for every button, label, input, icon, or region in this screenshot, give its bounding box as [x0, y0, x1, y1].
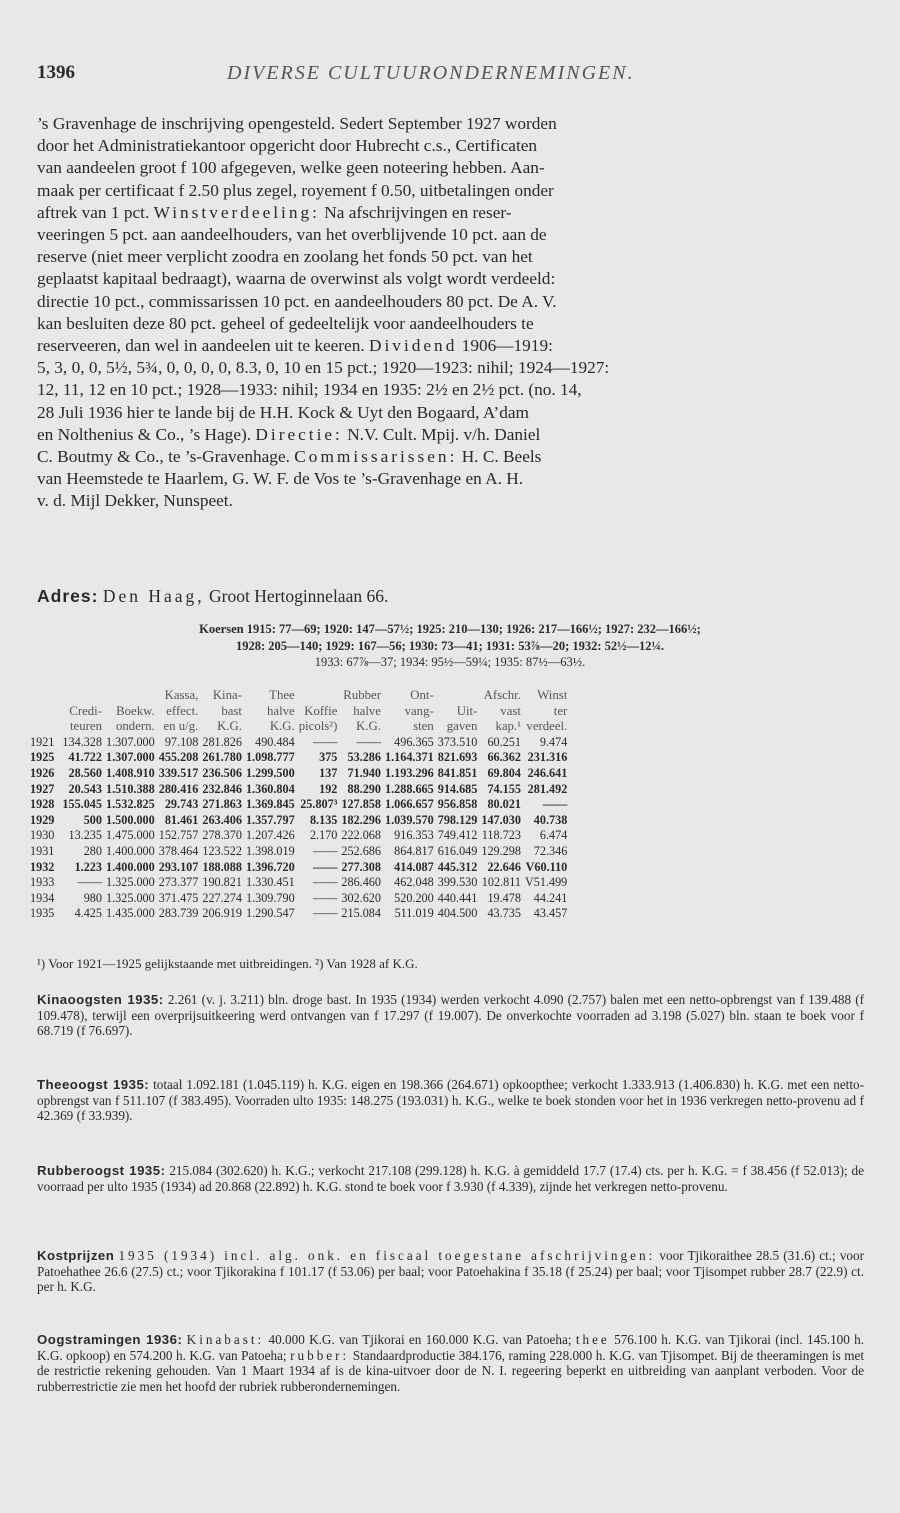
table-cell: 445.312 [437, 859, 478, 874]
koersen-line: 1933: 67⅞—37; 1934: 95½—59¼; 1935: 87½—63½. [314, 655, 586, 669]
table-cell: 22.646 [487, 859, 521, 874]
table-cell: 1.408.910 [105, 765, 155, 780]
text-span: H. C. Beels [461, 447, 542, 467]
table-row [28, 860, 569, 876]
column-header: effect. [166, 703, 199, 718]
year-cell: 1929 [30, 812, 55, 827]
table-cell: 1.288.665 [384, 781, 434, 796]
kostprijzen-spaced: 1935 (1934) incl. alg. onk. en fiscaal toegestane afschrijvingen: [118, 1248, 656, 1263]
table-cell: 155.045 [62, 797, 102, 812]
dividend-label: Dividend [369, 336, 458, 356]
column-header: K.G. [269, 719, 295, 734]
theeoogst-paragraph [37, 1077, 864, 1124]
table-cell: 280 [83, 843, 102, 858]
table-cell: 1.475.000 [105, 828, 155, 843]
text-span: Na afschrijvingen en reser- [324, 202, 512, 222]
table-cell: 1.193.296 [384, 765, 434, 780]
table-cell: 1.398.019 [245, 843, 295, 858]
table-cell: 280.416 [158, 781, 199, 796]
table-cell: 72.346 [533, 843, 568, 858]
table-cell: 188.088 [202, 859, 242, 874]
table-cell: 147.030 [481, 812, 521, 827]
table-cell: 28.560 [68, 765, 102, 780]
rubberoogst-label: Rubberoogst 1935: [37, 1163, 166, 1178]
table-cell: 1.357.797 [245, 812, 295, 827]
table-cell: 404.500 [437, 906, 478, 921]
text-line: directie 10 pct., commissarissen 10 pct. en aandeelhouders 80 pct. De A. V. [37, 291, 557, 311]
table-cell: 378.464 [158, 843, 199, 858]
column-header: ondern. [116, 719, 155, 734]
text-line [37, 424, 866, 446]
table-cell: 129.298 [481, 843, 521, 858]
table-cell: 440.441 [437, 890, 478, 905]
table-cell: 232.846 [202, 781, 242, 796]
table-cell: 1.500.000 [105, 812, 155, 827]
year-cell: 1933 [30, 875, 55, 890]
address-city: Den Haag, [102, 586, 205, 606]
column-header: teuren [70, 719, 102, 734]
column-header: kap.¹ [495, 719, 521, 734]
address-label: Adres: [37, 586, 99, 606]
text-line [37, 202, 866, 224]
table-cell: V51.499 [524, 875, 568, 890]
oogstramingen-text: 40.000 K.G. van Tjikorai en 160.000 K.G. van Patoeha; [268, 1332, 572, 1347]
table-cell: 6.474 [539, 828, 568, 843]
table-cell: 41.722 [68, 750, 102, 765]
oogstramingen-label: Oogstramingen 1936: [37, 1332, 183, 1347]
table-cell: 373.510 [437, 734, 478, 749]
table-cell: 399.530 [437, 875, 478, 890]
table-cell: 127.858 [341, 797, 381, 812]
table-cell: 252.686 [341, 843, 381, 858]
column-header: Boekw. [116, 703, 155, 718]
koersen-line: 1928: 205—140; 1929: 167—56; 1930: 73—41; 1931: 53⅞—20; 1932: 52½—12¼. [235, 638, 665, 653]
rubberoogst-paragraph [37, 1163, 864, 1194]
table-cell: 43.457 [533, 906, 568, 921]
text-line: 5, 3, 0, 0, 5½, 5¾, 0, 0, 0, 0, 8.3, 0, 10 en 15 pct.; 1920—1923: nihil; 1924—1927: [37, 358, 610, 378]
kostprijzen-paragraph [37, 1248, 864, 1295]
theeoogst-label: Theeoogst 1935: [37, 1077, 150, 1092]
text-line: 28 Juli 1936 hier te lande bij de H.H. Kock & Uyt den Bogaard, A’dam [37, 402, 529, 422]
table-cell: 339.517 [158, 765, 199, 780]
table-row [28, 782, 569, 798]
column-header: vang- [404, 703, 434, 718]
text-line [37, 335, 866, 357]
table-cell: 231.316 [527, 750, 568, 765]
table-row [28, 750, 569, 766]
column-header: ter [553, 703, 568, 718]
intro-paragraph [37, 113, 866, 513]
table-cell: 821.693 [437, 750, 478, 765]
year-cell: 1921 [30, 734, 55, 749]
column-header: Kina- [212, 688, 242, 702]
table-cell: —— [313, 906, 338, 921]
table-cell: 277.308 [341, 859, 381, 874]
table-cell: 283.739 [158, 906, 199, 921]
table-cell: 286.460 [341, 875, 381, 890]
table-cell: 25.807³ [300, 797, 338, 812]
table-cell: 375 [319, 750, 338, 765]
koersen-block [0, 621, 900, 671]
table-cell: 192 [319, 781, 338, 796]
table-cell: 511.019 [394, 906, 434, 921]
table-cell: 500 [83, 812, 102, 827]
text-line: van aandeelen groot f 100 afgegeven, welke geen noteering hebben. Aan- [37, 158, 545, 178]
column-header: verdeel. [526, 719, 568, 734]
table-cell: 123.522 [202, 843, 242, 858]
table-cell: —— [313, 843, 338, 858]
text-span: reserveeren, dan wel in aandeelen uit te keeren. [37, 336, 365, 356]
table-cell: 980 [83, 890, 102, 905]
table-row [28, 891, 569, 907]
table-cell: 13.235 [68, 828, 102, 843]
table-cell: 293.107 [158, 859, 199, 874]
table-cell: 1.039.570 [384, 812, 434, 827]
table-cell: 1.307.000 [105, 734, 155, 749]
text-span: en Nolthenius & Co., ’s Hage). [37, 424, 252, 444]
kostprijzen-label: Kostprijzen [37, 1248, 115, 1263]
column-header [104, 688, 157, 704]
table-cell: 246.641 [527, 765, 568, 780]
table-cell: 19.478 [487, 890, 521, 905]
table-cell: 956.858 [437, 797, 478, 812]
column-header: bast [221, 703, 242, 718]
rubberoogst-text: 215.084 (302.620) h. K.G.; verkocht 217.108 (299.128) h. K.G. à gemiddeld 17.7 (17.4) cts. per h. K.G. = f 38.456 (f 52.013); de voorraad per ulto 1935 (1934) ad 20.868 (22.892) h. K.G. stond te boek voor f 3.930 (f 4.339), zijnde het verkregen netto-provenu. [37, 1163, 864, 1194]
table-cell: 118.723 [481, 828, 521, 843]
column-header: Credi- [69, 703, 102, 718]
table-cell: 798.129 [437, 812, 478, 827]
table-cell: 215.084 [341, 906, 381, 921]
table-cell: 1.207.426 [245, 828, 295, 843]
text-span: C. Boutmy & Co., te ’s-Gravenhage. [37, 447, 290, 467]
table-cell: 69.804 [487, 765, 521, 780]
column-header [28, 704, 60, 720]
text-line: reserve (niet meer verplicht zoodra en zoolang het fonds 50 pct. van het [37, 247, 533, 267]
table-cell: 616.049 [437, 843, 478, 858]
financial-table [28, 688, 569, 922]
table-cell: —— [542, 797, 568, 812]
column-header [436, 688, 480, 704]
text-line: kan besluiten deze 80 pct. geheel of gedeeltelijk voor aandeelhouders te [37, 313, 534, 333]
table-cell: 455.208 [158, 750, 199, 765]
table-cell: 236.506 [202, 765, 242, 780]
table-cell: 43.735 [487, 906, 521, 921]
table-cell: 53.286 [347, 750, 381, 765]
table-cell: 2.170 [309, 828, 338, 843]
table-cell: 66.362 [487, 750, 521, 765]
table-cell: 281.826 [202, 734, 242, 749]
table-cell: 134.328 [62, 734, 102, 749]
column-header [60, 688, 104, 704]
year-cell: 1932 [30, 859, 55, 874]
column-header: Winst [537, 688, 568, 702]
table-cell: 81.461 [164, 812, 199, 827]
table-row [28, 766, 569, 782]
year-cell: 1928 [30, 797, 55, 812]
table-cell: —— [313, 859, 338, 874]
table-header-row [28, 688, 569, 704]
text-span: N.V. Cult. Mpij. v/h. Daniel [347, 424, 541, 444]
text-line: veeringen 5 pct. aan aandeelhouders, van het overblijvende 10 pct. aan de [37, 225, 547, 245]
table-cell: 44.241 [533, 890, 568, 905]
page-header [37, 62, 867, 92]
table-cell: 102.811 [481, 875, 521, 890]
text-span: aftrek van 1 pct. [37, 202, 150, 222]
oogstramingen-text: 576.100 h. K.G. van Tjikorai (incl. 145.100 h. K.G. opkoop) en 574.200 h. K.G. van Patoeha; [37, 1332, 865, 1363]
table-cell: V60.110 [525, 859, 568, 874]
column-header: Koffie [304, 703, 338, 718]
address-street: Groot Hertoginnelaan 66. [209, 586, 389, 606]
column-header: K.G. [217, 719, 242, 734]
table-cell: 864.817 [394, 843, 434, 858]
winstverdeeling-label: Winstverdeeling: [153, 202, 320, 222]
table-cell: 1.330.451 [245, 875, 295, 890]
table-cell: 1.066.657 [384, 797, 434, 812]
table-cell: 1.223 [74, 859, 102, 874]
column-header: halve [353, 703, 381, 718]
table-cell: 1.532.825 [105, 797, 155, 812]
kinabast-label: Kinabast: [186, 1332, 265, 1347]
table-cell: 4.425 [74, 906, 102, 921]
theeoogst-text: totaal 1.092.181 (1.045.119) h. K.G. eigen en 198.366 (264.671) opkoopthee; verkocht 1.333.913 (1.406.830) h. K.G. met een netto-opbrengst van f 511.107 (f 383.495). Voorraden ulto 1935: 148.275 (193.031) h. K.G., welke te boek stonden voor het in 1936 verkregen netto-provenu ad f 42.369 (f 33.939). [37, 1077, 864, 1124]
table-header [28, 688, 569, 735]
table-cell: —— [77, 875, 102, 890]
year-cell: 1931 [30, 843, 55, 858]
table-cell: 278.370 [202, 828, 242, 843]
table-cell: 914.685 [437, 781, 478, 796]
table-cell: 1.325.000 [105, 890, 155, 905]
table-cell: 222.068 [341, 828, 381, 843]
text-line [37, 446, 866, 468]
year-cell: 1930 [30, 828, 55, 843]
table-cell: 227.274 [202, 890, 242, 905]
oogstramingen-text: Standaardproductie 384.176, raming 228.000 h. K.G. van Tjisompet. Bij de theeramingen is met de restrictie rekening gehouden. Van 1 Maart 1934 af is de kina-uitvoer door de N. I. regeering beperkt en uitbreiding van aanplant verboden. Voor de rubberrestrictie zie men het hoofd der rubriek rubberondernemingen. [37, 1347, 865, 1394]
table-cell: 1.369.845 [245, 797, 295, 812]
table-cell: 462.048 [394, 875, 434, 890]
column-header: Ont- [410, 688, 434, 702]
table-cell: 1.299.500 [245, 765, 295, 780]
page-number: 1396 [37, 62, 75, 83]
kinaoogsten-paragraph [37, 992, 864, 1039]
column-header: halve [266, 703, 295, 718]
column-header: Uit- [456, 703, 478, 718]
rubber-label: rubber: [290, 1347, 350, 1363]
table-cell: 281.492 [527, 781, 568, 796]
table-row [28, 813, 569, 829]
year-cell: 1934 [30, 890, 55, 905]
table-cell: 88.290 [347, 781, 381, 796]
table-cell: 1.307.000 [105, 750, 155, 765]
address-line [37, 585, 388, 607]
table-cell: 1.164.371 [384, 750, 434, 765]
table-cell: —— [313, 875, 338, 890]
table-cell: 8.135 [309, 812, 338, 827]
table-cell: 496.365 [394, 734, 434, 749]
table-cell: 841.851 [437, 765, 478, 780]
table-cell: 520.200 [394, 890, 434, 905]
table-cell: 80.021 [487, 797, 521, 812]
year-cell: 1926 [30, 765, 55, 780]
table-cell: 414.087 [394, 859, 434, 874]
table-cell: 490.484 [255, 734, 295, 749]
table-footnote: ¹) Voor 1921—1925 gelijkstaande met uitbreidingen. ²) Van 1928 af K.G. [37, 956, 418, 971]
column-header: sten [413, 719, 434, 734]
column-header [297, 688, 340, 704]
table-cell: 749.412 [437, 828, 478, 843]
column-header: gaven [446, 719, 478, 734]
table-row [28, 735, 569, 751]
text-line: 12, 11, 12 en 10 pct.; 1928—1933: nihil; 1934 en 1935: 2½ en 2½ pct. (no. 14, [37, 380, 582, 400]
table-cell: 1.325.000 [105, 875, 155, 890]
table-cell: 271.863 [202, 797, 242, 812]
table-cell: 302.620 [341, 890, 381, 905]
column-header: en u/g. [163, 719, 199, 734]
text-line: ’s Gravenhage de inschrijving opengesteld. Sedert September 1927 worden [37, 114, 557, 133]
table-cell: 29.743 [164, 797, 199, 812]
table-header-row [28, 719, 569, 735]
kinaoogsten-text: 2.261 (v. j. 3.211) bln. droge bast. In 1935 (1934) werden verkocht 4.090 (2.757) balen met een netto-opbrengst van f 139.488 (f 109.478), terwijl een overprijsuitkeering werd ontvangen van f 17.297 (f 19.007). De onverkochte voorraden ad 3.198 (5.027) bln. staan te boek voor f 68.719 (f 76.697). [37, 992, 864, 1039]
table-cell: 206.919 [202, 906, 242, 921]
table-cell: 1.396.720 [245, 859, 295, 874]
table-cell: 1.309.790 [245, 890, 295, 905]
table-cell: 916.353 [394, 828, 434, 843]
table-cell: 40.738 [533, 812, 568, 827]
commissarissen-label: Commissarissen: [294, 447, 458, 467]
table-cell: 152.757 [158, 828, 199, 843]
koersen-line: Koersen 1915: 77—69; 1920: 147—57½; 1925: 210—130; 1926: 217—166½; 1927: 232—166½; [199, 622, 701, 636]
table-cell: —— [313, 734, 338, 749]
table-cell: 60.251 [487, 734, 521, 749]
thee-label: thee [575, 1332, 610, 1347]
table-body [28, 735, 569, 922]
column-header: picols²) [298, 719, 338, 734]
table-row [28, 906, 569, 922]
table-cell: 190.821 [202, 875, 242, 890]
table-cell: 97.108 [164, 734, 199, 749]
column-header [28, 688, 60, 704]
text-line: v. d. Mijl Dekker, Nunspeet. [37, 491, 233, 511]
table-cell: 1.400.000 [105, 843, 155, 858]
year-cell: 1927 [30, 781, 55, 796]
table-cell: 1.435.000 [105, 906, 155, 921]
text-line: maak per certificaat f 2.50 plus zegel, royement f 0.50, uitbetalingen onder [37, 180, 554, 200]
directie-label: Directie: [255, 424, 343, 444]
table-cell: 1.510.388 [105, 781, 155, 796]
table-cell: 71.940 [347, 765, 381, 780]
table-cell: 1.360.804 [245, 781, 295, 796]
table-cell: —— [356, 734, 381, 749]
table-cell: 137 [319, 765, 338, 780]
column-header [28, 719, 60, 735]
table-header-row [28, 704, 569, 720]
table-cell: —— [313, 890, 338, 905]
table-cell: 263.406 [202, 812, 242, 827]
table-cell: 1.098.777 [245, 750, 295, 765]
table-row [28, 875, 569, 891]
table-cell: 9.474 [539, 734, 568, 749]
oogstramingen-paragraph [37, 1332, 864, 1394]
column-header: vast [500, 703, 521, 718]
text-line: geplaatst kapitaal bedraagt), waarna de overwinst als volgt wordt verdeeld: [37, 269, 556, 289]
running-title: DIVERSE CULTUURONDERNEMINGEN. [227, 62, 635, 84]
table-row [28, 797, 569, 813]
text-line: door het Administratiekantoor opgericht door Hubrecht c.s., Certificaten [37, 136, 538, 156]
year-cell: 1925 [30, 750, 55, 765]
column-header: Rubber [343, 688, 381, 702]
table-row [28, 844, 569, 860]
year-cell: 1935 [30, 906, 55, 921]
table-cell: 1.400.000 [105, 859, 155, 874]
column-header: Afschr. [483, 688, 521, 702]
table-cell: 20.543 [68, 781, 102, 796]
column-header: Kassa, [164, 688, 199, 702]
column-header: K.G. [356, 719, 381, 734]
table-cell: 1.290.547 [245, 906, 295, 921]
table-cell: 261.780 [202, 750, 242, 765]
kostprijzen-text: voor Tjikoraithee 28.5 (31.6) ct.; voor Patoehathee 26.6 (27.5) ct.; voor Tjikorakina f 101.17 (f 53.06) per baal; voor Patoehakina f 35.18 (f 25.24) per baal; voor Tjisompet rubber 28.7 (22.9) ct. per h. K.G. [37, 1248, 865, 1295]
table-cell: 273.377 [158, 875, 199, 890]
table-row [28, 828, 569, 844]
text-span: 1906—1919: [461, 336, 553, 356]
kinaoogsten-label: Kinaoogsten 1935: [37, 992, 164, 1007]
table-cell: 371.475 [158, 890, 199, 905]
table-cell: 182.296 [341, 812, 381, 827]
column-header: Thee [269, 688, 295, 702]
text-line: van Heemstede te Haarlem, G. W. F. de Vos te ’s-Gravenhage en A. H. [37, 469, 524, 489]
table-cell: 74.155 [487, 781, 521, 796]
